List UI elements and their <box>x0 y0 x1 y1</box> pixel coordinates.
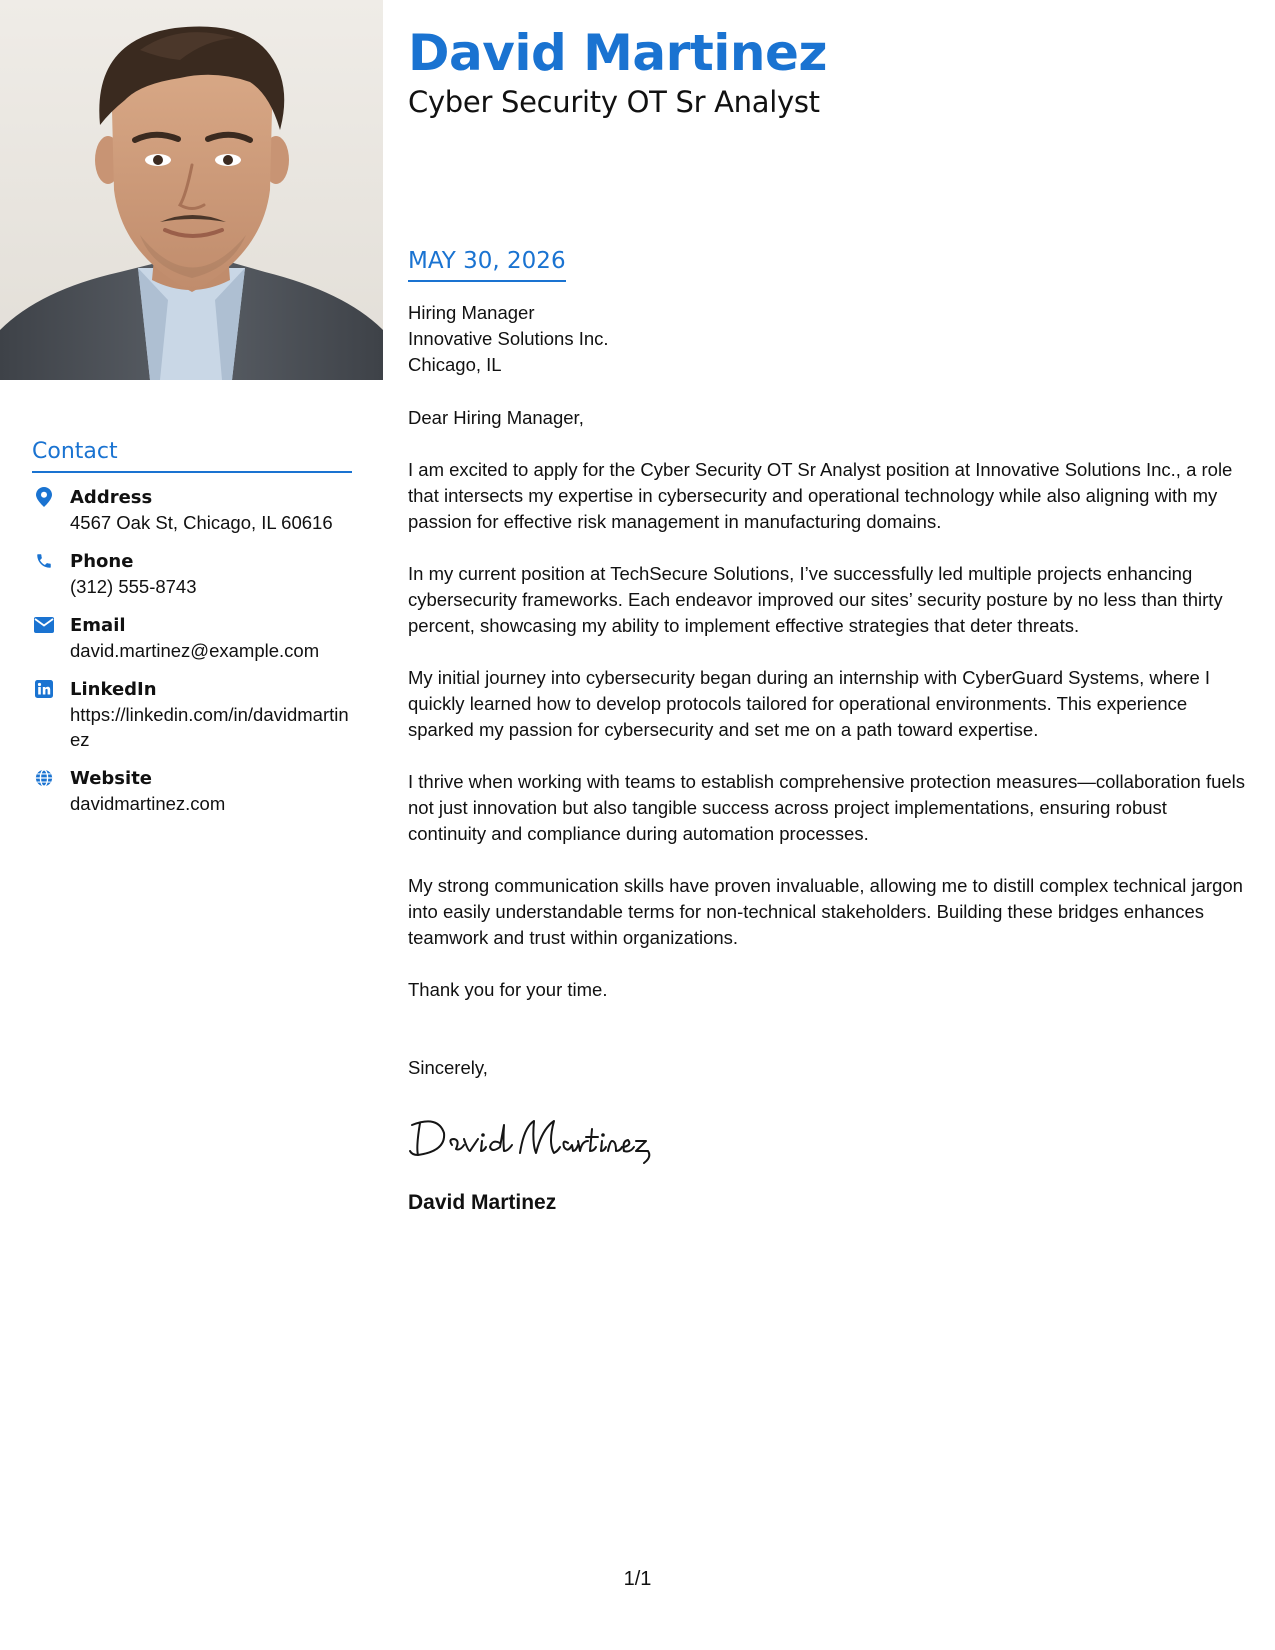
recipient-line: Chicago, IL <box>408 354 502 375</box>
contact-website <box>32 766 352 816</box>
letter-header <box>408 18 1248 120</box>
website-value[interactable]: davidmartinez.com <box>70 793 226 814</box>
contact-heading: Contact <box>32 436 352 473</box>
contact-email <box>32 613 352 663</box>
phone-label: Phone <box>70 551 134 572</box>
applicant-title: Cyber Security OT Sr Analyst <box>408 85 820 119</box>
signature-icon <box>408 1107 668 1167</box>
closing: Sincerely, <box>408 1057 488 1078</box>
linkedin-value[interactable]: https://linkedin.com/in/davidmartinez <box>70 704 349 750</box>
contact-address <box>32 485 352 535</box>
email-value[interactable]: david.martinez@example.com <box>70 640 320 661</box>
letter-body <box>408 244 1248 1217</box>
phone-value: (312) 555-8743 <box>70 576 197 597</box>
contact-sidebar <box>32 436 352 830</box>
body-paragraph: I thrive when working with teams to establish comprehensive protection measures—collaboration fuels not just innovation but also tangible success across project implementations, ensuring robust continuity and compliance during automation processes. <box>408 771 1246 844</box>
thanks-line: Thank you for your time. <box>408 979 608 1000</box>
signed-name: David Martinez <box>408 1191 557 1214</box>
location-pin-icon <box>34 487 54 507</box>
address-label: Address <box>70 487 153 508</box>
phone-icon <box>34 551 54 571</box>
address-value: 4567 Oak St, Chicago, IL 60616 <box>70 512 333 533</box>
email-label: Email <box>70 615 126 636</box>
contact-linkedin <box>32 677 352 752</box>
linkedin-icon <box>34 679 54 699</box>
applicant-name: David Martinez <box>408 24 827 82</box>
salutation: Dear Hiring Manager, <box>408 407 584 428</box>
globe-icon <box>34 768 54 788</box>
email-icon <box>34 615 54 635</box>
contact-phone <box>32 549 352 599</box>
body-paragraph: My initial journey into cybersecurity began during an internship with CyberGuard Systems, where I quickly learned how to develop protocols tailored for operational environments. This experience sparked my passion for cybersecurity and set me on a path toward expertise. <box>408 667 1211 740</box>
linkedin-label: LinkedIn <box>70 679 157 700</box>
handwritten-signature <box>408 1107 1248 1167</box>
letter-date: MAY 30, 2026 <box>408 244 566 282</box>
page-number: 1/1 <box>623 1568 652 1590</box>
recipient-line: Hiring Manager <box>408 302 535 323</box>
portrait-photo <box>0 0 383 380</box>
profile-photo <box>0 0 383 380</box>
recipient-block <box>408 300 1248 378</box>
body-paragraph: I am excited to apply for the Cyber Security OT Sr Analyst position at Innovative Solutions Inc., a role that intersects my expertise in cybersecurity and operational technology while also aligning with my passion for effective risk management in manufacturing domains. <box>408 459 1233 532</box>
website-label: Website <box>70 768 153 789</box>
body-paragraph: My strong communication skills have proven invaluable, allowing me to distill complex technical jargon into easily understandable terms for non-technical stakeholders. Building these bridges enhances teamwork and trust within organizations. <box>408 875 1243 948</box>
recipient-line: Innovative Solutions Inc. <box>408 328 609 349</box>
body-paragraph: In my current position at TechSecure Solutions, I’ve successfully led multiple projects enhancing cybersecurity frameworks. Each endeavor improved our sites’ security posture by no less than thirty percent, showcasing my ability to implement effective strategies that deter threats. <box>408 563 1223 636</box>
